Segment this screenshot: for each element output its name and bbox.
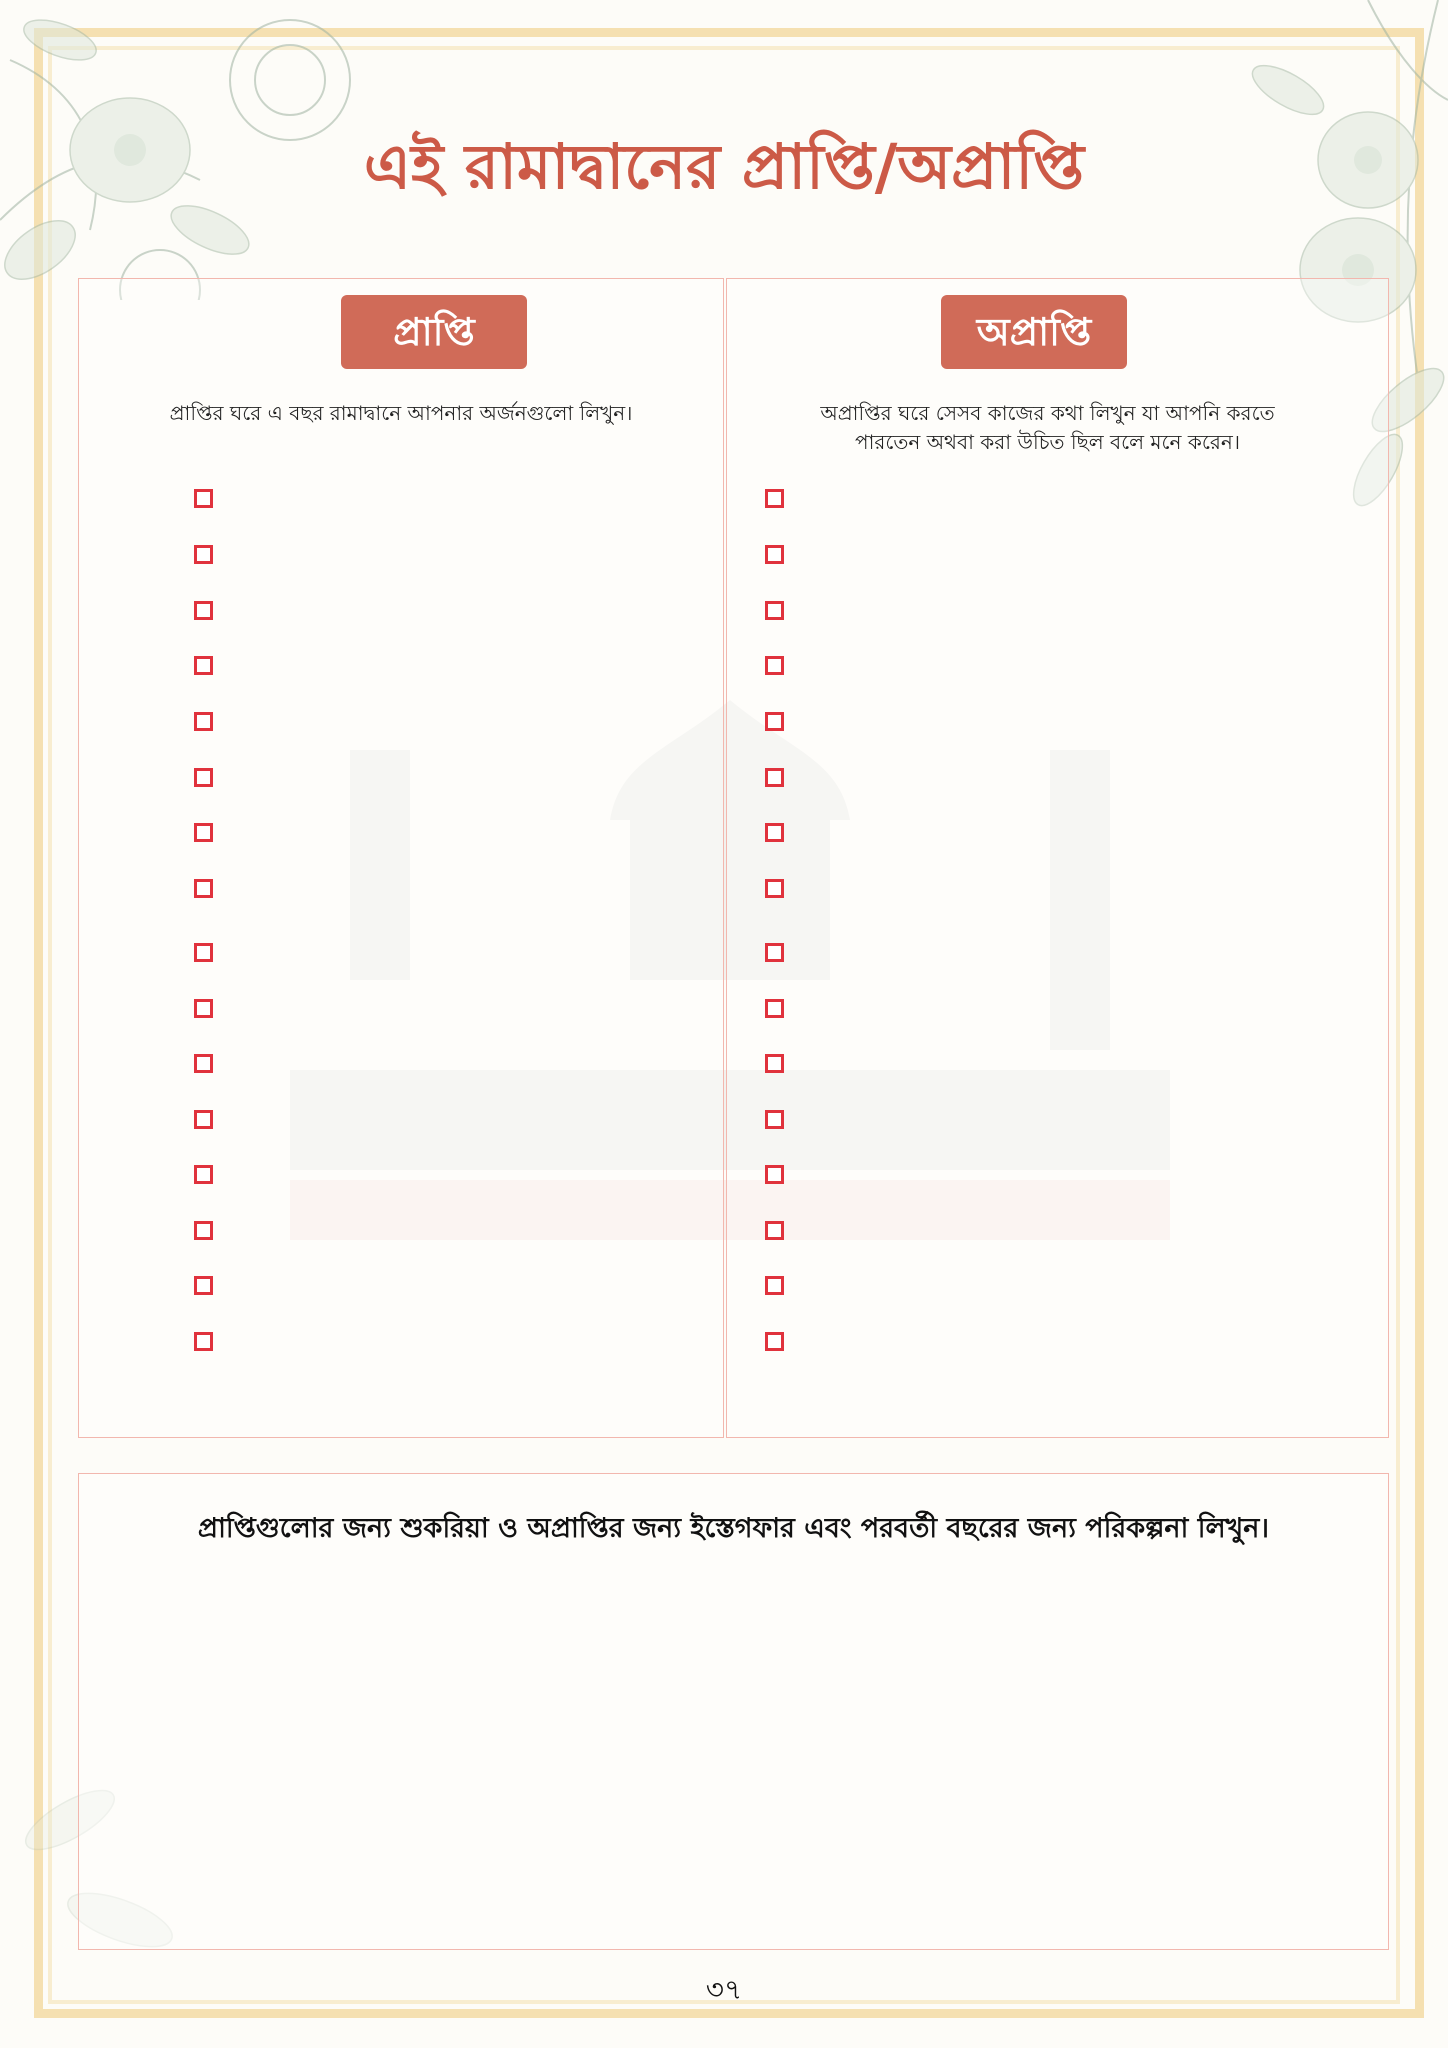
achieved-checklist (79, 279, 723, 1437)
not-achieved-tag: অপ্রাপ্তি (941, 295, 1127, 369)
checkbox[interactable] (194, 656, 213, 675)
checkbox[interactable] (765, 879, 784, 898)
checkbox[interactable] (765, 943, 784, 962)
checkbox[interactable] (765, 656, 784, 675)
reflection-box[interactable] (78, 1473, 1389, 1950)
checkbox[interactable] (194, 545, 213, 564)
checkbox[interactable] (765, 489, 784, 508)
checkbox[interactable] (194, 1110, 213, 1129)
checkbox[interactable] (765, 1332, 784, 1351)
checkbox[interactable] (194, 712, 213, 731)
checkbox[interactable] (765, 545, 784, 564)
checkbox[interactable] (765, 768, 784, 787)
checkbox[interactable] (765, 1276, 784, 1295)
checkbox[interactable] (194, 943, 213, 962)
checkbox[interactable] (194, 768, 213, 787)
not-achieved-checklist (727, 279, 1388, 1437)
achieved-instruction: প্রাপ্তির ঘরে এ বছর রামাদ্বানে আপনার অর্জনগুলো লিখুন। (169, 401, 633, 425)
checkbox[interactable] (765, 1165, 784, 1184)
achieved-tag: প্রাপ্তি (341, 295, 527, 369)
checkbox[interactable] (194, 999, 213, 1018)
checkbox[interactable] (765, 823, 784, 842)
checkbox[interactable] (765, 1110, 784, 1129)
checkbox[interactable] (765, 712, 784, 731)
checkbox[interactable] (194, 823, 213, 842)
checkbox[interactable] (765, 1221, 784, 1240)
checkbox[interactable] (194, 1332, 213, 1351)
checkbox[interactable] (194, 879, 213, 898)
checkbox[interactable] (765, 999, 784, 1018)
checkbox[interactable] (194, 1276, 213, 1295)
page-number: ৩৭ (705, 1973, 743, 2006)
page-title: এই রামাদ্বানের প্রাপ্তি/অপ্রাপ্তি (363, 130, 1085, 203)
reflection-prompt: প্রাপ্তিগুলোর জন্য শুকরিয়া ও অপ্রাপ্তির জন্য ইস্তেগফার এবং পরবর্তী বছরের জন্য পরিকল্পনা লিখুন। (197, 1513, 1270, 1544)
checkbox[interactable] (194, 489, 213, 508)
checkbox[interactable] (194, 1221, 213, 1240)
not-achieved-column (726, 278, 1389, 1438)
checkbox[interactable] (194, 601, 213, 620)
achieved-column (78, 278, 724, 1438)
not-achieved-instruction: অপ্রাপ্তির ঘরে সেসব কাজের কথা লিখুন যা আপনি করতে পারতেন অথবা করা উচিত ছিল বলে মনে করেন। (820, 401, 1275, 454)
checkbox[interactable] (194, 1165, 213, 1184)
checkbox[interactable] (194, 1054, 213, 1073)
checkbox[interactable] (765, 1054, 784, 1073)
checkbox[interactable] (765, 601, 784, 620)
